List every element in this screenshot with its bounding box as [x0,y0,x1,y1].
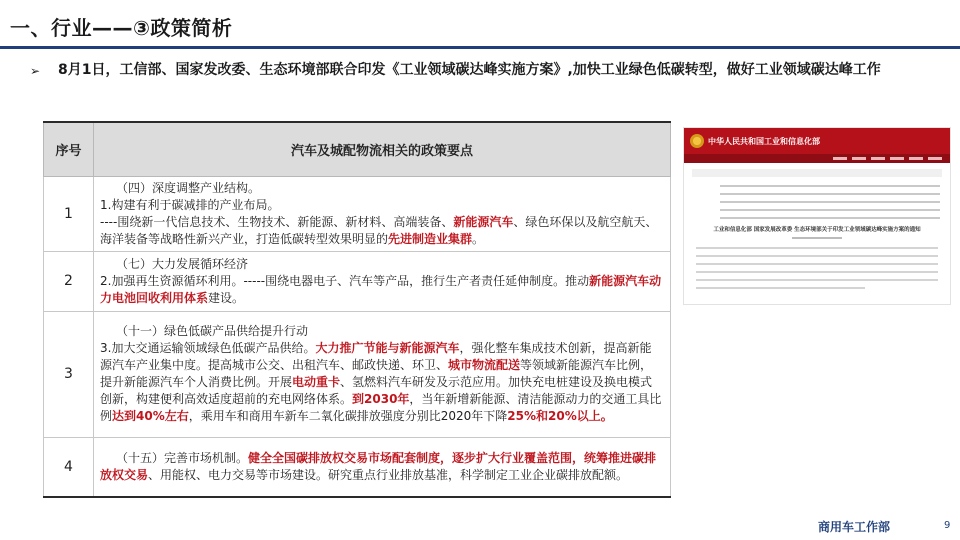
doc-breadcrumb [692,169,942,177]
table-row [44,251,671,311]
national-emblem-icon [690,134,704,148]
highlight-text: 健全全国碳排放权交易市场配套制度，逐步扩大行业覆盖范围，统筹推进碳排放权交易 [100,450,657,482]
table-row [44,176,671,251]
text-segment: 建设。 [208,290,245,305]
highlight-text: 电动重卡 [292,375,341,389]
row-heading: （七）大力发展循环经济 [116,256,249,271]
page-title: 一、行业——③政策简析 [10,16,233,40]
summary-text: 8月1日，工信部、国家发改委、生态环境部联合印发《工业领域碳达峰实施方案》,加快工业绿色低碳转型，做好工业领域碳达峰工作 [58,62,881,78]
footer-brand: 商用车工作部 [818,520,891,534]
text-segment: 3.加大交通运输领域绿色低碳产品供给。 [100,341,316,355]
doc-site-name: 中华人民共和国工业和信息化部 [708,136,820,146]
highlight-text: 新能源汽车动力电池回收利用体系 [100,273,662,305]
doc-site-header [684,128,950,154]
summary-bullet [30,60,930,81]
row-content [94,176,671,251]
page-number: 9 [944,520,951,531]
row-number: 4 [44,437,94,497]
table-header-row [44,122,671,176]
text-segment: 、绿色环保以及航空航天、海洋装备等战略性新兴产业，打造低碳转型效果明显的 [100,214,658,246]
table-row [44,437,671,497]
text-segment: 2.加强再生资源循环利用。-----围绕电器电子、汽车等产品，推行生产者责任延伸制度。推动 [100,273,590,288]
highlight-text: 25%和20%以上。 [507,409,613,423]
text-segment: ----围绕新一代信息技术、生物技术、新能源、新材料、高端装备、 [100,214,454,229]
highlight-text: 到2030年 [352,392,410,406]
text-segment: ，当年新增新能源、清洁能源动力的交通工具比例 [100,392,662,423]
text-segment: 。 [472,231,485,246]
row-line: 1.构建有利于碳减排的产业布局。 [100,197,280,212]
row-heading: （十一）绿色低碳产品供给提升行动 [116,324,309,338]
text-segment: （十五）完善市场机制。 [116,450,249,465]
table-row [44,311,671,437]
header-num: 序号 [44,122,94,176]
row-heading: （四）深度调整产业结构。 [116,180,261,195]
highlight-text: 城市物流配送 [448,358,521,372]
row-content [94,437,671,497]
arrow-bullet-icon: ➢ [30,64,41,78]
highlight-text: 先进制造业集群 [388,231,473,246]
doc-body-lines [696,247,938,289]
doc-subline [792,237,842,239]
text-segment: 、用能权、电力交易等市场建设。研究重点行业排放基准，科学制定工业企业碳排放配额。 [148,467,629,482]
text-segment: 等领域新能源汽车比例，提升新能源汽车个人消费比例。开展 [100,358,653,389]
row-number: 2 [44,251,94,311]
header-content: 汽车及城配物流相关的政策要点 [94,122,671,176]
doc-nav-bar [684,154,950,163]
row-line [100,450,662,484]
policy-document-screenshot [683,127,951,305]
highlight-text: 大力推广节能与新能源汽车 [315,341,460,355]
text-segment: ，乘用车和商用车新车二氧化碳排放强度分别比2020年下降 [188,409,508,423]
row-number: 1 [44,176,94,251]
highlight-text: 达到40%左右 [112,409,189,423]
row-number: 3 [44,311,94,437]
row-content [94,311,671,437]
title-divider [0,46,960,49]
text-segment: ，强化整车集成技术创新，提高新能源汽车产业集中度。提高城市公交、出租汽车、邮政快递、环卫、 [100,341,652,372]
highlight-text: 新能源汽车 [453,214,514,229]
policy-table [43,121,671,498]
row-line [100,214,662,248]
doc-meta-block [720,185,940,219]
row-line [100,273,662,307]
row-content [94,251,671,311]
row-line [100,340,662,425]
doc-heading: 工业和信息化部 国家发展改革委 生态环境部关于印发工业领域碳达峰实施方案的通知 [713,227,921,233]
text-segment: 、氢燃料汽车研发及示范应用。加快充电桩建设及换电模式创新，构建便利高效适度超前的充电网络体系。 [100,375,653,406]
